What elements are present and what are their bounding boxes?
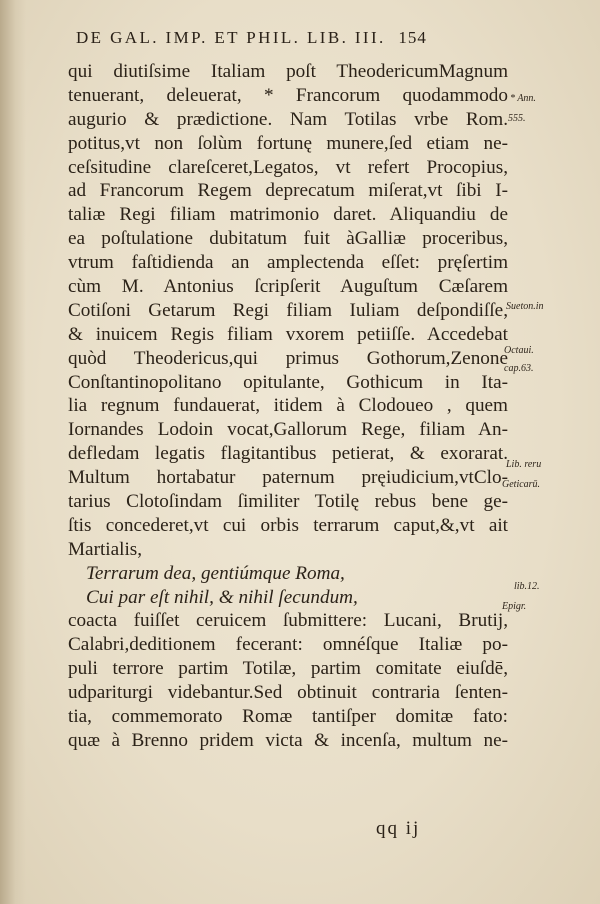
- text-line: cùm M. Antonius ſcripſerit Auguſtum Cæſarem: [68, 276, 508, 298]
- running-head: [76, 28, 516, 48]
- running-head-title: DE GAL. IMP. ET PHIL. LIB. III.: [76, 28, 386, 47]
- text-line: Martialis,: [68, 538, 143, 560]
- margin-note: * Ann.: [510, 93, 536, 104]
- text-line: quæ à Brenno pridem victa & incenſa, multum ne-: [68, 729, 508, 751]
- margin-note: Epigr.: [502, 601, 527, 612]
- page-number: 154: [398, 28, 427, 47]
- text-line: vtrum faſtidienda an amplectenda eſſet: pręſertim: [68, 252, 508, 274]
- text-line: tarius Clotoſindam ſimiliter Totilę rebus bene ge-: [68, 491, 508, 513]
- margin-note: Octaui.: [504, 345, 534, 356]
- main-text-block: [68, 60, 508, 753]
- text-line: coacta fuiſſet ceruicem ſubmittere: Lucani, Brutij,: [68, 610, 508, 632]
- text-line: Calabri,deditionem fecerant: omnéſque Italiæ po-: [68, 634, 508, 656]
- text-line: tia, commemorato Romæ tantiſper domitæ fato:: [68, 706, 508, 728]
- verse-line: Cui par eſt nihil, & nihil ſecundum,: [86, 586, 358, 608]
- margin-note: Geticarū.: [502, 479, 541, 490]
- verse-line: Terrarum dea, gentiúmque Roma,: [86, 562, 345, 584]
- text-line: augurio & prædictione. Nam Totilas vrbe Rom.: [68, 108, 508, 130]
- margin-note: lib.12.: [514, 581, 540, 592]
- text-line: puli terrore partim Totilæ, partim comitate eiuſdē,: [68, 658, 508, 680]
- text-line: lia regnum fundauerat, itidem à Clodoueo , quem: [68, 395, 508, 417]
- text-line: Conſtantinopolitano opitulante, Gothicum in Ita-: [68, 371, 508, 393]
- text-line: ea poſtulatione dubitatum fuit àGalliæ proceribus,: [68, 228, 508, 250]
- margin-note: cap.63.: [504, 363, 534, 374]
- text-line: ceſsitudine clareſceret,Legatos, vt refert Procopius,: [68, 156, 508, 178]
- text-line: Cotiſoni Getarum Regi filiam Iuliam deſpondiſſe,: [68, 299, 508, 321]
- signature-mark: qq ij: [376, 818, 421, 839]
- text-line: defledam legatis flagitantibus petierat, & exorarat.: [68, 443, 508, 465]
- text-line: tenuerant, deleuerat, * Francorum quodammodo: [68, 84, 508, 106]
- text-line: taliæ Regi filiam matrimonio daret. Aliquandiu de: [68, 204, 508, 226]
- text-line: qui diutiſsime Italiam poſt TheodericumMagnum: [68, 61, 508, 82]
- text-line: quòd Theodericus,qui primus Gothorum,Zenone: [68, 347, 508, 369]
- text-line: Multum hortabatur paternum pręiudicium,vtClo-: [68, 467, 508, 489]
- text-line: & inuicem Regis filiam vxorem petiiſſe. Accedebat: [68, 323, 508, 345]
- text-line: ad Francorum Regem deprecatum miſerat,vt ſibi I-: [68, 180, 508, 202]
- text-line: udpariturgi videbantur.Sed obtinuit contraria ſenten-: [68, 682, 508, 704]
- margin-note: Lib. reru: [506, 459, 542, 470]
- text-line: ſtis concederet,vt cui orbis terrarum caput,&,vt ait: [68, 514, 508, 536]
- text-line: potitus,vt non ſolùm fortunę munere,ſed etiam ne-: [68, 132, 508, 154]
- margin-note: 555.: [508, 113, 526, 124]
- margin-note: Sueton.in: [506, 301, 544, 312]
- text-line: Iornandes Lodoin vocat,Gallorum Rege, filiam An-: [68, 419, 508, 441]
